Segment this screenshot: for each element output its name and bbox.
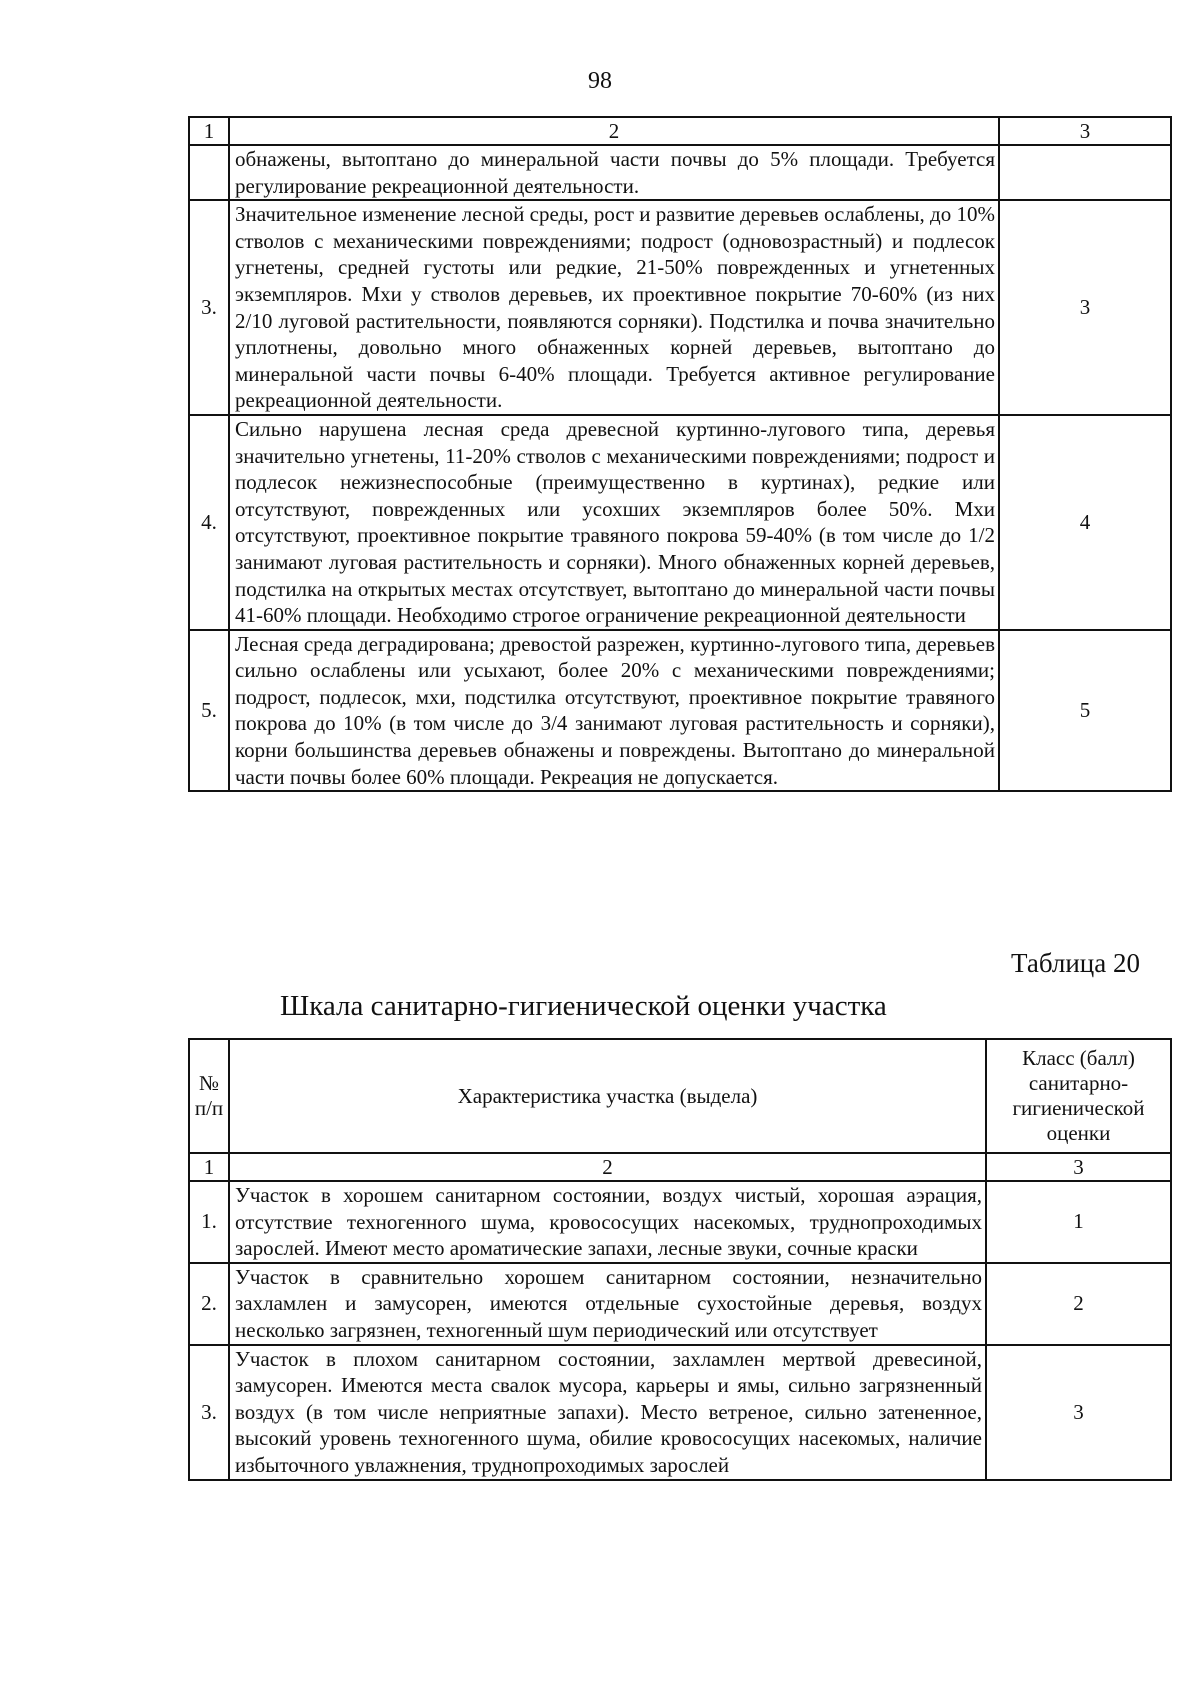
- row-number: 1.: [189, 1181, 229, 1263]
- table-row: [189, 145, 1171, 200]
- row-score: 1: [986, 1181, 1171, 1263]
- table-row: [189, 1345, 1171, 1480]
- table-title: Шкала санитарно-гигиенической оценки участка: [280, 990, 887, 1022]
- row-score: 3: [986, 1345, 1171, 1480]
- table-header-row: [189, 1039, 1171, 1153]
- row-description: обнажены, вытоптано до минеральной части почвы до 5% площади. Требуется регулирование рекреационной деятельности.: [229, 145, 999, 200]
- table-header-row: [189, 117, 1171, 145]
- table-row: [189, 630, 1171, 792]
- column-number-2: 2: [229, 117, 999, 145]
- column-numbers-row: [189, 1153, 1171, 1181]
- row-score: 3: [999, 200, 1171, 415]
- column-number-1: 1: [189, 1153, 229, 1181]
- table-row: [189, 415, 1171, 630]
- row-number: 3.: [189, 200, 229, 415]
- row-score: 5: [999, 630, 1171, 792]
- row-number: 5.: [189, 630, 229, 792]
- column-number-3: 3: [986, 1153, 1171, 1181]
- row-description: Лесная среда деградирована; древостой разрежен, куртинно-лугового типа, деревьев сильно ослаблены или усыхают, более 20% с механическими повреждениями; подрост, подлесок, мхи, подстилка отсутствуют, проективное покрытие травяного покрова до 10% (в том числе до 3/4 занимают луговая растительность и сорняки), корни большинства деревьев обнажены и повреждены. Вытоптано до минеральной части почвы более 60% площади. Рекреация не допускается.: [229, 630, 999, 792]
- row-number: [189, 145, 229, 200]
- sanitary-scale-table: [188, 1038, 1172, 1481]
- row-description: Участок в хорошем санитарном состоянии, воздух чистый, хорошая аэрация, отсутствие техногенного шума, кровососущих насекомых, труднопроходимых зарослей. Имеют место ароматические запахи, лесные звуки, сочные краски: [229, 1181, 986, 1263]
- recreation-table-continuation: [188, 116, 1172, 792]
- row-number: 2.: [189, 1263, 229, 1345]
- row-score: 2: [986, 1263, 1171, 1345]
- header-number: № п/п: [189, 1039, 229, 1153]
- column-number-1: 1: [189, 117, 229, 145]
- row-number: 4.: [189, 415, 229, 630]
- table-caption: Таблица 20: [1011, 948, 1140, 978]
- header-class: Класс (балл) санитарно-гигиенической оценки: [986, 1039, 1171, 1153]
- table-row: [189, 200, 1171, 415]
- row-description: Сильно нарушена лесная среда древесной куртинно-лугового типа, деревья значительно угнетены, 11-20% стволов с механическими повреждениями; подрост и подлесок нежизнеспособные (преимущественно в куртинах), редкие или отсутствуют, поврежденных или усохших экземпляров более 50%. Мхи отсутствуют, проективное покрытие травяного покрова 59-40% (в том числе до 1/2 занимают луговая растительность и сорняки). Много обнаженных корней деревьев, подстилка на открытых местах отсутствует, вытоптано до минеральной части почвы 41-60% площади. Необходимо строгое ограничение рекреационной деятельности: [229, 415, 999, 630]
- row-description: Участок в плохом санитарном состоянии, захламлен мертвой древесиной, замусорен. Имеются места свалок мусора, карьеры и ямы, сильно загрязненный воздух (в том числе неприятные запахи). Место ветреное, сильно затененное, высокий уровень техногенного шума, обилие кровососущих насекомых, наличие избыточного увлажнения, труднопроходимых зарослей: [229, 1345, 986, 1480]
- row-number: 3.: [189, 1345, 229, 1480]
- table-row: [189, 1263, 1171, 1345]
- row-score: 4: [999, 415, 1171, 630]
- column-number-3: 3: [999, 117, 1171, 145]
- row-score: [999, 145, 1171, 200]
- header-description: Характеристика участка (выдела): [229, 1039, 986, 1153]
- row-description: Значительное изменение лесной среды, рост и развитие деревьев ослаблены, до 10% стволов с механическими повреждениями; подрост (одновозрастный) и подлесок угнетены, средней густоты или редкие, 21-50% поврежденных и угнетенных экземпляров. Мхи у стволов деревьев, их проективное покрытие 70-60% (из них 2/10 луговой растительности, появляются сорняки). Подстилка и почва значительно уплотнены, довольно много обнаженных корней деревьев, вытоптано до минеральной части почвы 6-40% площади. Требуется активное регулирование рекреационной деятельности.: [229, 200, 999, 415]
- column-number-2: 2: [229, 1153, 986, 1181]
- row-description: Участок в сравнительно хорошем санитарном состоянии, незначительно захламлен и замусорен, имеются отдельные сухостойные деревья, воздух несколько загрязнен, техногенный шум периодический или отсутствует: [229, 1263, 986, 1345]
- page-number: 98: [588, 68, 612, 94]
- table-row: [189, 1181, 1171, 1263]
